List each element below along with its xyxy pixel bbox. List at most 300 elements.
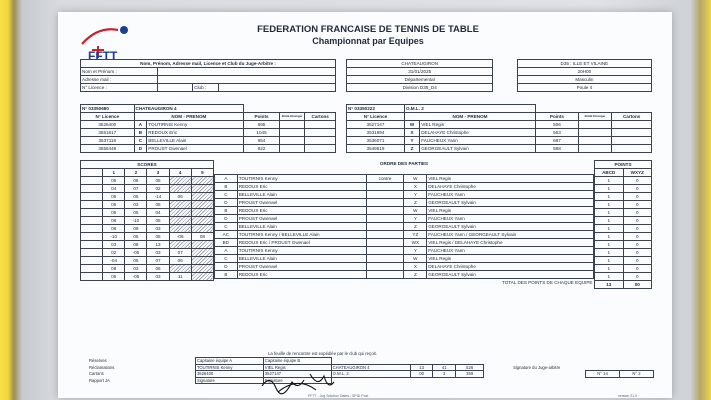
- points-a: 1: [595, 177, 624, 185]
- points-b: 0: [623, 265, 652, 273]
- captain-a-licence: 3526400: [195, 371, 263, 378]
- player-name: BELLEVILLE Alain: [147, 137, 244, 145]
- totals-label: TOTAL DES POINTS DE CHAQUE EQUIPE: [501, 280, 593, 286]
- team-b-col-points: Points: [536, 113, 579, 121]
- set-score: [191, 241, 213, 249]
- referee-mail-label: Adresse mail :: [81, 76, 158, 84]
- result-team-b: O.M.L. 2: [331, 371, 410, 378]
- points-row: [595, 201, 652, 209]
- points-row: [595, 233, 652, 241]
- contre-label: [366, 263, 404, 271]
- contre-label: [366, 199, 404, 207]
- team-a-player-row: [81, 121, 336, 129]
- set-score: 05: [125, 209, 147, 217]
- team-b-player-row: [347, 121, 652, 129]
- player-points: 695: [244, 121, 280, 129]
- set-score: 05: [125, 257, 147, 265]
- points-a: 1: [595, 233, 624, 241]
- player-b-letter: W: [404, 175, 427, 183]
- match-competition: D35 : ILLE ET VILAINE: [517, 60, 651, 68]
- player-a-name: TOUTIRNIS Kenny: [237, 175, 366, 183]
- player-letter: A: [134, 121, 147, 129]
- points-col-wxyz: WXYZ: [623, 169, 652, 177]
- team-b-number: N° 03350222: [347, 105, 405, 113]
- player-b-name: FAUCHEUX Yann: [427, 247, 594, 255]
- player-b-letter: Z: [404, 199, 427, 207]
- player-points: 822: [244, 145, 280, 153]
- referee-heading: Nom, Prénom, Adresse mail, Licence et Club du Juge-Arbitre :: [81, 60, 336, 68]
- player-a-letter: A: [215, 247, 238, 255]
- referee-licence-field[interactable]: [157, 84, 193, 92]
- player-b-name: DELAHAYE Christophe: [427, 183, 594, 191]
- player-b-letter: Z: [404, 223, 427, 231]
- player-a-name: BELLEVILLE Alain: [237, 191, 366, 199]
- row-marker: [81, 257, 103, 265]
- referee-club-label: Club :: [193, 84, 219, 92]
- reclamations-label: Réclamations: [89, 364, 115, 370]
- row-marker: [81, 209, 103, 217]
- result-team-a: CHATEAUGIRON 4: [331, 364, 410, 371]
- contre-label: [366, 239, 404, 247]
- match-division: Division D35_D4: [347, 84, 493, 92]
- total-points-a: 13: [595, 281, 624, 289]
- points-b: 0: [623, 209, 652, 217]
- set-score: [191, 177, 213, 185]
- result-pts-a: 13: [410, 364, 433, 371]
- player-points: 563: [536, 129, 579, 137]
- set-score: [169, 201, 191, 209]
- set-score: [169, 265, 191, 273]
- game-row: [215, 191, 594, 199]
- player-letter: B: [134, 129, 147, 137]
- team-a-col-cards: Cartons: [305, 113, 336, 121]
- set-score: [169, 225, 191, 233]
- player-a-letter: B: [215, 207, 238, 215]
- set-score: 05: [147, 233, 169, 241]
- set-score: 06: [169, 193, 191, 201]
- points-b: 0: [623, 257, 652, 265]
- set-score: 05: [147, 217, 169, 225]
- set-score: 05: [147, 201, 169, 209]
- score-row: [81, 177, 214, 185]
- set-score: -05: [125, 273, 147, 281]
- captain-b-name: VIEL Regis: [263, 364, 331, 371]
- set-score: 08: [191, 233, 213, 241]
- result-balls-b: 359: [456, 371, 484, 378]
- player-a-name: REDOUX Eric: [237, 183, 366, 191]
- team-a-table: [80, 104, 336, 153]
- set-score: [191, 249, 213, 257]
- contre-label: [366, 231, 404, 239]
- player-licence: 3556449: [81, 145, 135, 153]
- player-points: 654: [244, 137, 280, 145]
- player-name: PROUST Gwenael: [147, 145, 244, 153]
- set-score: 08: [103, 265, 125, 273]
- set-score: 03: [147, 225, 169, 233]
- set-score: 04: [103, 185, 125, 193]
- team-b-col-cards: Cartons: [612, 113, 652, 121]
- player-letter: C: [134, 137, 147, 145]
- points-col-abcd: ABCD: [595, 169, 624, 177]
- row-marker: [81, 201, 103, 209]
- points-b: 0: [623, 193, 652, 201]
- player-b-name: FAUCHEUX Yann: [427, 191, 594, 199]
- row-marker: [81, 177, 103, 185]
- set-score: 11: [169, 273, 191, 281]
- set-score: 07: [125, 185, 147, 193]
- player-licence: 3526400: [81, 121, 135, 129]
- score-row: [81, 217, 214, 225]
- points-a: 1: [595, 257, 624, 265]
- points-row: [595, 225, 652, 233]
- player-a-name: BELLEVILLE Alain: [237, 255, 366, 263]
- score-row: [81, 209, 214, 217]
- player-name: FAUCHEUX Yann: [420, 137, 536, 145]
- total-points-b: 00: [623, 281, 652, 289]
- set-score: [169, 177, 191, 185]
- reserves-label: Réserves: [89, 358, 107, 363]
- player-b-letter: Y: [404, 191, 427, 199]
- player-b-letter: Z: [404, 271, 427, 279]
- team-b-player-row: [347, 137, 652, 145]
- set-score: 05: [103, 177, 125, 185]
- signature-scribble: [258, 368, 338, 396]
- player-a-letter: D: [215, 215, 238, 223]
- score-row: [81, 241, 214, 249]
- player-a-letter: B: [215, 183, 238, 191]
- set-score: -14: [147, 193, 169, 201]
- row-marker: [81, 233, 103, 241]
- team-a-player-row: [81, 137, 336, 145]
- points-a: 1: [595, 185, 624, 193]
- game-row: [215, 263, 594, 271]
- row-marker: [81, 193, 103, 201]
- player-name: DELAHAYE Christophe: [420, 129, 536, 137]
- page-title: FEDERATION FRANCAISE DE TENNIS DE TABLE: [257, 24, 479, 35]
- footer-left: FFTT - Jug Solution Dates - SPID Post: [308, 394, 369, 398]
- score-row: [81, 225, 214, 233]
- captain-a-title: Capitaine équipe A: [195, 358, 263, 365]
- team-a-col-licence: N° Licence: [81, 113, 135, 121]
- player-licence: 3536071: [347, 137, 405, 145]
- points-b: 0: [623, 177, 652, 185]
- team-b-table: [346, 104, 652, 153]
- player-b-name: VIEL Regis: [427, 207, 594, 215]
- team-a-number: N° 03350680: [81, 105, 135, 113]
- player-a-letter: C: [215, 191, 238, 199]
- contre-label: [366, 215, 404, 223]
- match-venue: CHATEAUGIRON: [347, 60, 493, 68]
- player-licence: 3537118: [81, 137, 135, 145]
- set-score: 07: [169, 249, 191, 257]
- contre-label: [366, 191, 404, 199]
- player-b-letter: W: [404, 255, 427, 263]
- footer-right: version 21.0: [618, 394, 638, 398]
- set-score: 06: [147, 265, 169, 273]
- set-score: [191, 201, 213, 209]
- result-pts-b: 00: [410, 371, 433, 378]
- player-b-letter: W: [404, 207, 427, 215]
- player-licence: 3551817: [81, 129, 135, 137]
- player-b-name: FAUCHEUX Yann / GEORGEAULT Sylvain: [427, 231, 594, 239]
- player-b-name: FAUCHEUX Yann: [427, 215, 594, 223]
- points-b: 0: [623, 233, 652, 241]
- set-score: 03: [103, 241, 125, 249]
- match-time: 20H00: [517, 68, 651, 76]
- row-marker: [81, 217, 103, 225]
- points-table: [594, 160, 652, 289]
- captain-a-signature-label: Signature: [195, 377, 263, 384]
- player-letter: Y: [404, 137, 419, 145]
- points-row: [595, 209, 652, 217]
- game-row: [215, 271, 594, 279]
- player-a-letter: D: [215, 199, 238, 207]
- player-b-letter: X: [404, 263, 427, 271]
- player-a-name: BELLEVILLE Alain: [237, 223, 366, 231]
- score-col-5: 5: [191, 169, 213, 177]
- referee-mail-field[interactable]: [157, 76, 336, 84]
- game-row: [215, 199, 594, 207]
- player-b-letter: X: [404, 183, 427, 191]
- referee-table: [80, 59, 336, 92]
- svg-text:FFTT: FFTT: [88, 49, 118, 62]
- game-row: [215, 239, 594, 247]
- referee-name-field[interactable]: [157, 68, 336, 76]
- player-a-letter: D: [215, 263, 238, 271]
- sheet-number-label: N° 14: [586, 371, 620, 378]
- referee-club-field[interactable]: [218, 84, 335, 92]
- contre-label: [366, 183, 404, 191]
- set-score: [191, 209, 213, 217]
- points-row: [595, 185, 652, 193]
- score-col-2: 2: [125, 169, 147, 177]
- player-a-name: PROUST Gwenael: [237, 263, 366, 271]
- result-sets-b: 3: [433, 371, 456, 378]
- captain-b-licence: 3527147: [263, 371, 331, 378]
- points-a: 1: [595, 225, 624, 233]
- player-points: 1045: [244, 129, 280, 137]
- score-row: [81, 273, 214, 281]
- set-score: [191, 265, 213, 273]
- set-score: 05: [103, 209, 125, 217]
- set-score: -06: [169, 233, 191, 241]
- player-a-name: PROUST Gwenael: [237, 215, 366, 223]
- set-score: -10: [103, 233, 125, 241]
- player-b-name: GEORGEAULT Sylvain: [427, 199, 594, 207]
- team-a-col-points: Points: [244, 113, 280, 121]
- set-score: [169, 217, 191, 225]
- contre-label: contre: [366, 175, 404, 183]
- game-row: [215, 175, 594, 183]
- match-sheet: [58, 12, 672, 398]
- set-score: [191, 225, 213, 233]
- game-row: [215, 255, 594, 263]
- match-pool: Poule 4: [517, 84, 651, 92]
- points-b: 0: [623, 185, 652, 193]
- player-b-letter: WX: [404, 239, 427, 247]
- set-score: 03: [147, 273, 169, 281]
- fftt-logo: [78, 20, 142, 62]
- player-a-name: PROUST Gwenael: [237, 199, 366, 207]
- set-score: [191, 257, 213, 265]
- player-letter: Z: [404, 145, 419, 153]
- points-b: 0: [623, 225, 652, 233]
- points-a: 1: [595, 217, 624, 225]
- cartons-label: Cartons: [89, 371, 104, 377]
- bottom-table: [88, 357, 654, 384]
- score-row: [81, 201, 214, 209]
- set-score: -10: [125, 217, 147, 225]
- player-name: VIEL Regis: [420, 121, 536, 129]
- team-b-player-row: [347, 145, 652, 153]
- points-a: 1: [595, 201, 624, 209]
- set-score: 05: [103, 273, 125, 281]
- set-score: -04: [103, 257, 125, 265]
- points-a: 1: [595, 273, 624, 281]
- row-marker: [81, 249, 103, 257]
- score-row: [81, 233, 214, 241]
- set-score: 05: [103, 201, 125, 209]
- contre-label: [366, 247, 404, 255]
- set-score: 07: [147, 257, 169, 265]
- row-marker: [81, 185, 103, 193]
- player-a-name: REDOUX Eric: [237, 271, 366, 279]
- sheet-number-value: N° 2: [619, 371, 653, 378]
- set-score: [191, 193, 213, 201]
- game-row: [215, 207, 594, 215]
- player-b-name: VIEL Regis / DELAHAYE Christophe: [427, 239, 594, 247]
- contre-label: [366, 271, 404, 279]
- points-b: 0: [623, 217, 652, 225]
- page-subtitle: Championnat par Equipes: [312, 36, 424, 46]
- order-title: ORDRE DES PARTIES: [379, 161, 429, 167]
- score-row: [81, 185, 214, 193]
- points-row: [595, 177, 652, 185]
- points-row: [595, 257, 652, 265]
- player-a-letter: A: [215, 175, 238, 183]
- player-points: 588: [536, 145, 579, 153]
- player-licence: 3531994: [347, 129, 405, 137]
- player-name: REDOUX Eric: [147, 129, 244, 137]
- player-points: 687: [536, 137, 579, 145]
- set-score: 02: [103, 249, 125, 257]
- row-marker: [81, 241, 103, 249]
- set-score: 06: [125, 177, 147, 185]
- set-score: [169, 209, 191, 217]
- player-b-name: VIEL Regis: [427, 255, 594, 263]
- rapport-label: Rapport JA: [89, 377, 110, 383]
- match-gender: Masculin: [517, 76, 651, 84]
- set-score: 05: [125, 233, 147, 241]
- points-a: 1: [595, 193, 624, 201]
- points-row: [595, 265, 652, 273]
- player-name: TOUTIRNIS Kenny: [147, 121, 244, 129]
- set-score: [191, 217, 213, 225]
- team-a-col-brule: Brûlé Etranger: [279, 113, 305, 121]
- points-row: [595, 241, 652, 249]
- points-row: [595, 193, 652, 201]
- team-a-player-row: [81, 145, 336, 153]
- team-a-player-row: [81, 129, 336, 137]
- player-a-letter: AC: [215, 231, 238, 239]
- referee-licence-label: N° Licence :: [81, 84, 158, 92]
- player-letter: X: [404, 129, 419, 137]
- points-row: [595, 249, 652, 257]
- game-row: [215, 247, 594, 255]
- set-score: 06: [169, 257, 191, 265]
- row-marker: [81, 225, 103, 233]
- player-b-letter: Y: [404, 247, 427, 255]
- points-row: [595, 217, 652, 225]
- contre-label: [366, 207, 404, 215]
- result-sets-a: 41: [433, 364, 456, 371]
- match-date: 31/01/2025: [347, 68, 493, 76]
- points-title: POINTS: [595, 161, 652, 169]
- game-row: [215, 231, 594, 239]
- set-score: 03: [147, 249, 169, 257]
- set-score: -05: [125, 249, 147, 257]
- footnote: La feuille de rencontre est expédiée par le club qui reçoit.: [268, 351, 377, 356]
- points-b: 0: [623, 241, 652, 249]
- set-score: 09: [125, 225, 147, 233]
- set-score: [169, 185, 191, 193]
- match-info-table: [346, 59, 652, 92]
- captain-a-name: TOUTIRNIS Kenny: [195, 364, 263, 371]
- row-marker: [81, 265, 103, 273]
- referee-sign-label: Signature du Juge-arbitre: [513, 364, 561, 370]
- player-a-name: REDOUX Eric: [237, 207, 366, 215]
- team-b-col-licence: N° Licence: [347, 113, 405, 121]
- set-score: 06: [103, 225, 125, 233]
- score-col-3: 3: [147, 169, 169, 177]
- game-row: [215, 183, 594, 191]
- player-b-letter: Y: [404, 215, 427, 223]
- score-row: [81, 249, 214, 257]
- set-score: [191, 185, 213, 193]
- points-row: [595, 273, 652, 281]
- points-a: 1: [595, 209, 624, 217]
- set-score: 05: [103, 193, 125, 201]
- set-score: 06: [103, 217, 125, 225]
- player-b-name: GEORGEAULT Sylvain: [427, 223, 594, 231]
- set-score: 04: [147, 209, 169, 217]
- points-b: 0: [623, 273, 652, 281]
- points-a: 1: [595, 265, 624, 273]
- order-table: [214, 160, 594, 286]
- set-score: 13: [147, 241, 169, 249]
- player-licence: 3527147: [347, 121, 405, 129]
- player-a-name: REDOUX Eric / PROUST Gwenael: [237, 239, 366, 247]
- set-score: 03: [125, 265, 147, 273]
- player-points: 506: [536, 121, 579, 129]
- contre-label: [366, 255, 404, 263]
- player-a-letter: B: [215, 271, 238, 279]
- set-score: 05: [147, 177, 169, 185]
- set-score: [191, 273, 213, 281]
- score-row: [81, 265, 214, 273]
- score-row: [81, 193, 214, 201]
- player-a-letter: BD: [215, 239, 238, 247]
- points-b: 0: [623, 249, 652, 257]
- player-a-letter: C: [215, 223, 238, 231]
- score-row: [81, 257, 214, 265]
- player-a-name: TOUTIRNIS Kenny / BELLEVILLE Alain: [237, 231, 366, 239]
- row-marker: [81, 273, 103, 281]
- player-letter: D: [134, 145, 147, 153]
- captain-b-title: Capitaine équipe B: [263, 358, 331, 365]
- referee-name-label: Nom et Prénom :: [81, 68, 158, 76]
- player-letter: W: [404, 121, 419, 129]
